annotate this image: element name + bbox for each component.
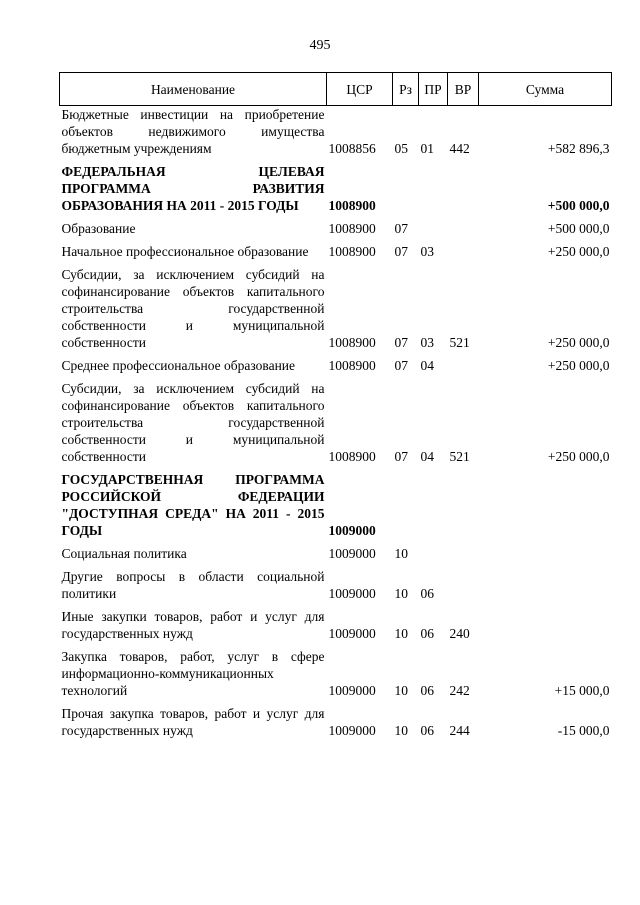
row-csr: 1008900 — [328, 449, 376, 464]
header-vr: ВР — [448, 73, 479, 106]
row-rz: 10 — [394, 586, 408, 601]
row-pr: 06 — [420, 626, 434, 641]
row-sum: +250 000,0 — [547, 244, 610, 259]
row-name: Начальное профессиональное образование — [61, 244, 309, 259]
budget-table — [59, 72, 612, 739]
row-sum: +500 000,0 — [547, 198, 610, 213]
row-csr: 1009000 — [328, 683, 376, 698]
row-name: Закупка товаров, работ, услуг в сфере информационно-коммуникационных технологий — [61, 649, 325, 698]
table-row — [60, 357, 612, 374]
row-csr: 1008900 — [328, 358, 376, 373]
row-vr — [448, 220, 479, 237]
row-name: Среднее профессиональное образование — [61, 358, 296, 373]
row-rz: 10 — [394, 683, 408, 698]
row-pr — [419, 545, 448, 562]
row-rz: 07 — [394, 358, 408, 373]
row-sum — [479, 568, 612, 602]
row-sum: +250 000,0 — [547, 335, 610, 350]
header-sum: Сумма — [479, 73, 612, 106]
row-name: ФЕДЕРАЛЬНАЯ ЦЕЛЕВАЯ ПРОГРАММА РАЗВИТИЯ ОБРАЗОВАНИЯ НА 2011 - 2015 ГОДЫ — [61, 164, 325, 213]
row-csr: 1008900 — [328, 335, 376, 350]
table-row — [60, 380, 612, 465]
row-pr: 03 — [420, 335, 434, 350]
row-rz: 10 — [394, 546, 408, 561]
table-row — [60, 608, 612, 642]
row-csr: 1009000 — [328, 586, 376, 601]
row-rz: 10 — [394, 626, 408, 641]
row-sum: -15 000,0 — [557, 723, 610, 738]
row-vr — [448, 471, 479, 539]
row-name: ГОСУДАРСТВЕННАЯ ПРОГРАММА РОССИЙСКОЙ ФЕДЕРАЦИИ "ДОСТУПНАЯ СРЕДА" НА 2011 - 2015 ГОДЫ — [61, 472, 325, 538]
row-pr: 01 — [420, 141, 434, 156]
table-header-row — [60, 73, 612, 106]
table-row — [60, 220, 612, 237]
row-vr: 521 — [449, 449, 470, 464]
row-pr: 04 — [420, 449, 434, 464]
row-csr: 1008900 — [328, 221, 376, 236]
row-vr: 240 — [449, 626, 470, 641]
row-sum: +15 000,0 — [554, 683, 610, 698]
row-csr: 1008856 — [328, 141, 376, 156]
row-rz: 10 — [394, 723, 408, 738]
row-name: Социальная политика — [61, 546, 187, 561]
row-vr — [448, 568, 479, 602]
header-rz: Рз — [393, 73, 419, 106]
row-name: Иные закупки товаров, работ и услуг для государственных нужд — [61, 609, 325, 641]
row-pr: 06 — [420, 683, 434, 698]
row-name: Субсидии, за исключением субсидий на софинансирование объектов капитального строительства государственной собственности и муниципальной собственности — [61, 267, 325, 350]
table-row — [60, 106, 612, 158]
row-vr — [448, 357, 479, 374]
row-name: Прочая закупка товаров, работ и услуг для государственных нужд — [61, 706, 325, 738]
row-vr — [448, 243, 479, 260]
row-pr: 06 — [420, 723, 434, 738]
row-sum: +250 000,0 — [547, 358, 610, 373]
table-row — [60, 568, 612, 602]
row-vr: 521 — [449, 335, 470, 350]
table-row — [60, 545, 612, 562]
row-vr: 442 — [449, 141, 470, 156]
row-vr: 242 — [449, 683, 470, 698]
row-pr — [419, 471, 448, 539]
row-vr: 244 — [449, 723, 470, 738]
row-rz: 07 — [394, 449, 408, 464]
row-pr: 04 — [420, 358, 434, 373]
row-rz: 07 — [394, 335, 408, 350]
row-name: Субсидии, за исключением субсидий на софинансирование объектов капитального строительства государственной собственности и муниципальной собственности — [61, 381, 325, 464]
row-csr: 1009000 — [328, 523, 376, 538]
table-row — [60, 243, 612, 260]
row-csr: 1008900 — [328, 244, 376, 259]
header-pr: ПР — [419, 73, 448, 106]
row-rz: 07 — [394, 244, 408, 259]
row-csr: 1009000 — [328, 723, 376, 738]
row-sum — [479, 545, 612, 562]
row-rz — [393, 471, 419, 539]
row-pr — [419, 163, 448, 214]
row-sum: +250 000,0 — [547, 449, 610, 464]
header-csr: ЦСР — [327, 73, 393, 106]
row-csr: 1009000 — [328, 626, 376, 641]
row-csr: 1008900 — [328, 198, 376, 213]
row-sum — [479, 471, 612, 539]
row-sum: +500 000,0 — [547, 221, 610, 236]
row-rz — [393, 163, 419, 214]
table-row — [60, 705, 612, 739]
table-row — [60, 163, 612, 214]
row-pr — [419, 220, 448, 237]
row-rz: 05 — [394, 141, 408, 156]
table-row — [60, 648, 612, 699]
row-vr — [448, 545, 479, 562]
row-vr — [448, 163, 479, 214]
row-name: Другие вопросы в области социальной политики — [61, 569, 325, 601]
table-row — [60, 471, 612, 539]
row-name: Бюджетные инвестиции на приобретение объектов недвижимого имущества бюджетным учреждениям — [61, 107, 325, 156]
row-pr: 06 — [420, 586, 434, 601]
page-number: 495 — [309, 38, 331, 53]
table-row — [60, 266, 612, 351]
row-pr: 03 — [420, 244, 434, 259]
row-csr: 1009000 — [328, 546, 376, 561]
header-name: Наименование — [60, 73, 327, 106]
row-name: Образование — [61, 221, 136, 236]
row-rz: 07 — [394, 221, 408, 236]
row-sum: +582 896,3 — [547, 141, 610, 156]
row-sum — [479, 608, 612, 642]
